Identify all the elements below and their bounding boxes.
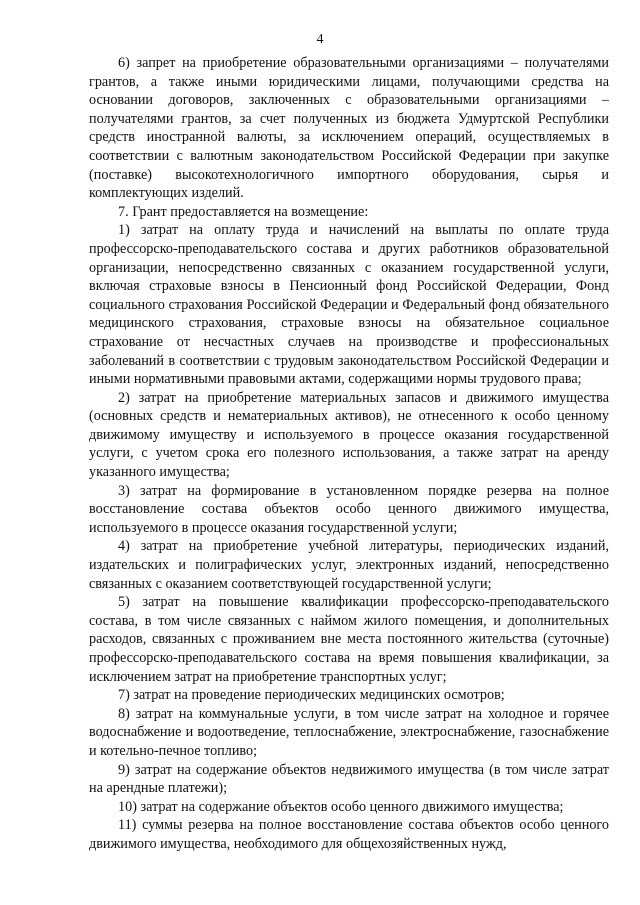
paragraph-item-4-literature: 4) затрат на приобретение учебной литературы, периодических изданий, издательских и полиграфических услуг, электронных изданий, непосредственно связанных с оказанием соответствующей государственной услуги; (89, 538, 609, 592)
paragraph-item-10-movable-property: 10) затрат на содержание объектов особо ценного движимого имущества; (118, 798, 564, 815)
page-number: 4 (316, 32, 324, 47)
paragraph-item-11-reserve-sum: 11) суммы резерва на полное восстановление состава объектов особо ценного движимого имущества, необходимого для общехозяйственных нужд, (89, 817, 609, 852)
paragraph-item-5-qualification: 5) затрат на повышение квалификации профессорско-преподавательского состава, в том числе связанных с наймом жилого помещения, и дополнительных расходов, связанных с проживанием вне места постоянного жительства (суточные) профессорско-преподавательского состава на время повышения квалификации, за исключением затрат на приобретение транспортных услуг; (89, 594, 609, 685)
document-body (89, 54, 609, 854)
paragraph-item-7-medical: 7) затрат на проведение периодических медицинских осмотров; (118, 687, 505, 704)
paragraph-item-2-material-costs: 2) затрат на приобретение материальных запасов и движимого имущества (основных средств и нематериальных активов), не отнесенного к особо ценному движимому имуществу и используемого в процессе оказания государственной услуги, с учетом срока его полезного использования, а также затрат на аренду указанного имущества; (89, 389, 609, 481)
paragraph-item-3-reserve: 3) затрат на формирование в установленном порядке резерва на полное восстановление состава объектов особо ценного движимого имущества, используемого в процессе оказания государственной услуги; (89, 482, 609, 536)
paragraph-item-1-labor-costs: 1) затрат на оплату труда и начислений на выплаты по оплате труда профессорско-преподавательского состава и других работников образовательной организации, непосредственно связанных с оказанием государственной услуги, включая страховые взносы в Пенсионный фонд Российской Федерации, Фонд социального страхования Российской Федерации и Федеральный фонд обязательного медицинского страхования, страховые взносы на обязательное социальное страхование от несчастных случаев на производстве и профессиональных заболеваний в соответствии с трудовым законодательством Российской Федерации и иными нормативными правовыми актами, содержащими нормы трудового права; (89, 222, 609, 388)
paragraph-section-7-heading: 7. Грант предоставляется на возмещение: (118, 203, 369, 220)
paragraph-item-8-utilities: 8) затрат на коммунальные услуги, в том числе затрат на холодное и горячее водоснабжение и водоотведение, теплоснабжение, электроснабжение, газоснабжение и котельно-печное топливо; (89, 705, 609, 759)
paragraph-item-9-real-estate: 9) затрат на содержание объектов недвижимого имущества (в том числе затрат на арендные платежи); (89, 761, 609, 797)
paragraph-item-6-prohibition: 6) запрет на приобретение образовательными организациями – получателями грантов, а также иными юридическими лицами, получающими средства на основании договоров, заключенных с образовательными организациями – получателями грантов, за счет полученных из бюджета Удмуртской Республики средств иностранной валюты, за исключением операций, осуществляемых в соответствии с валютным законодательством Российской Федерации при закупке (поставке) высокотехнологичного импортного оборудования, сырья и комплектующих изделий. (89, 55, 609, 202)
